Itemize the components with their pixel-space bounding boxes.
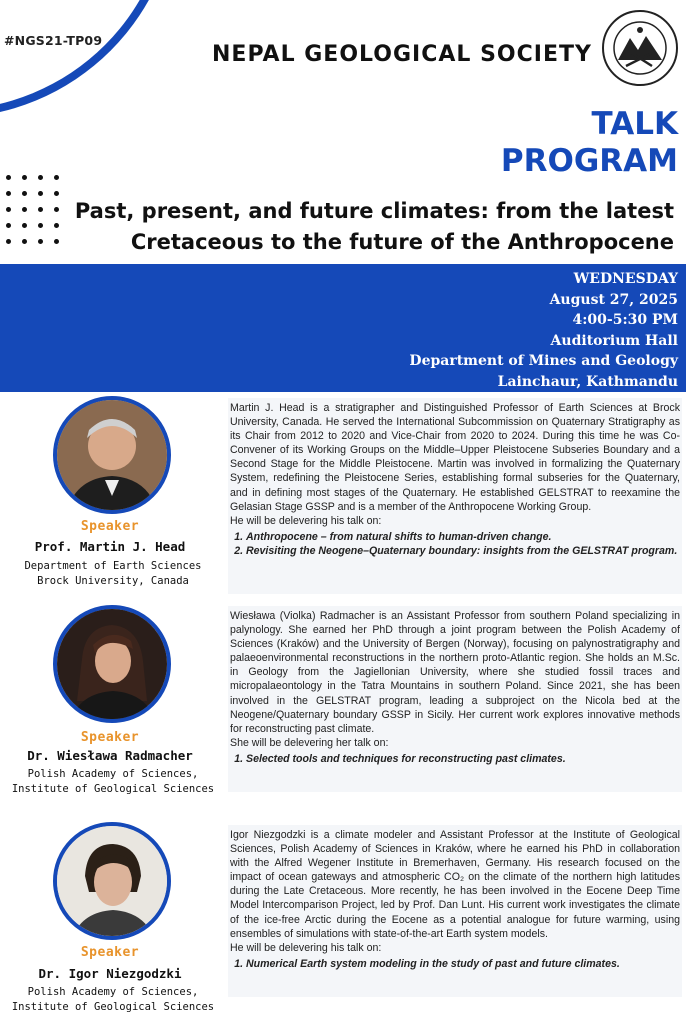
event-location: Lainchaur, Kathmandu — [497, 373, 678, 390]
affiliation-line1: Polish Academy of Sciences, — [27, 768, 199, 780]
affiliation-line2: Institute of Geological Sciences — [11, 1001, 215, 1013]
speaker-affiliation — [0, 767, 226, 797]
talk-list — [230, 957, 680, 971]
talk-intro: He will be delevering his talk on: — [230, 514, 382, 527]
corner-arc-decoration — [0, 0, 178, 118]
talk-intro: She will be delevering her talk on: — [230, 736, 389, 749]
event-venue: Auditorium Hall — [550, 332, 678, 349]
speaker-photo-igor-niezgodzki — [53, 822, 171, 940]
talk-item: 1. Anthropocene – from natural shifts to human-driven change. — [246, 530, 680, 544]
talk-heading-line2: PROGRAM — [500, 143, 678, 179]
talk-list — [230, 752, 680, 766]
speaker-label: Speaker — [80, 730, 140, 745]
speaker-label: Speaker — [80, 945, 140, 960]
talk-intro: He will be delevering his talk on: — [230, 941, 382, 954]
bio-text: Martin J. Head is a stratigrapher and Distinguished Professor of Earth Sciences at Brock University, Canada. He served the International Subcommission on Quaternary Stratigraphy as its Chair from 2012 to 2020 and Vice-Chair from 2020 to 2024. During this time he was Co-Convener of its Working Groups on the Middle–Upper Pleistocene Subseries Boundary and a Second Stage for the Middle Pleistocene. Martin was involved in formalizing the Quaternary System, redefining the Pleistocene Series, establishing formal subseries for the Quaternary, and in defining most stages of the Quaternary. He established GELSTRAT to reexamine the Gelasian Stage GSSP and is a member of the Anthropocene Working Group. — [230, 402, 680, 513]
talk-item: 1. Selected tools and techniques for reconstructing past climates. — [246, 752, 680, 766]
speaker-name: Dr. Igor Niezgodzki — [38, 966, 182, 981]
speaker-affiliation — [0, 985, 226, 1015]
affiliation-line1: Polish Academy of Sciences, — [27, 986, 199, 998]
talk-title-line1: Past, present, and future climates: from the latest — [74, 199, 674, 223]
talk-title-line2: Cretaceous to the future of the Anthropocene — [130, 230, 674, 254]
bio-text: Wiesława (Violka) Radmacher is an Assistant Professor from southern Poland specializing in palynology. She earned her PhD through a joint program between the Polish Academy of Sciences (Kraków) and the University of Bergen (Norway), focusing on palynostratigraphy and palaeoenvironmental reconstructions in the northern proto-Atlantic region. She holds an M.Sc. in Geology from the Jagiellonian University, where she studied fossil traces and micropalaeontology in the Tatra Mountains in southern Poland. Since 2021, she has been involved in the GELSTRAT program, leading a subproject on the Nicola bed at the Neogene/Quaternary boundary GSSP in Sicily. Her current work explores innovative methods for reconstructing past climate. — [230, 610, 680, 735]
affiliation-line2: Institute of Geological Sciences — [11, 783, 215, 795]
speaker-affiliation — [0, 559, 226, 589]
event-hashtag: #NGS21-TP09 — [4, 33, 103, 48]
event-day: WEDNESDAY — [573, 271, 678, 287]
event-date: August 27, 2025 — [549, 291, 678, 308]
event-time: 4:00-5:30 PM — [572, 312, 678, 328]
talk-heading-line1: TALK — [591, 106, 678, 142]
speaker-bio-igor-niezgodzki — [230, 828, 680, 971]
speaker-label: Speaker — [80, 519, 140, 534]
speaker-bio-martin-head — [230, 401, 680, 558]
affiliation-line2: Brock University, Canada — [37, 575, 189, 587]
talk-item: 1. Numerical Earth system modeling in the study of past and future climates. — [246, 957, 680, 971]
talk-list — [230, 530, 680, 558]
speaker-bio-wieslawa-radmacher — [230, 609, 680, 766]
talk-title — [54, 196, 674, 258]
talk-item: 2. Revisiting the Neogene–Quaternary boundary: insights from the GELSTRAT program. — [246, 544, 680, 558]
speaker-photo-wieslawa-radmacher — [53, 605, 171, 723]
event-details — [409, 269, 678, 392]
speaker-photo-martin-head — [53, 396, 171, 514]
bio-text: Igor Niezgodzki is a climate modeler and Assistant Professor at the Institute of Geological Sciences, Polish Academy of Sciences in Kraków, where he earned his PhD in collaboration with the Alfred Wegener Institute in Bremerhaven, Germany. His research focused on the impact of ocean gateways and atmospheric CO₂ on the climate of the northern high latitudes during the Late Cretaceous. More recently, he has been involved in the Eocene Deep Time Model Intercomparison Project, led by Prof. Dan Lunt. His current work investigates the climate of the ice-free Arctic during the Eocene as a potential analogue for future warming, using ensembles of simulations with state-of-the-art Earth system models. — [230, 829, 680, 940]
organization-name: NEPAL GEOLOGICAL SOCIETY — [212, 42, 592, 67]
speaker-name: Dr. Wiesława Radmacher — [27, 748, 193, 763]
speaker-name: Prof. Martin J. Head — [34, 539, 186, 554]
talk-program-heading — [501, 106, 678, 180]
affiliation-line1: Department of Earth Sciences — [24, 560, 202, 572]
society-logo-icon — [600, 8, 680, 88]
event-department: Department of Mines and Geology — [409, 353, 678, 369]
